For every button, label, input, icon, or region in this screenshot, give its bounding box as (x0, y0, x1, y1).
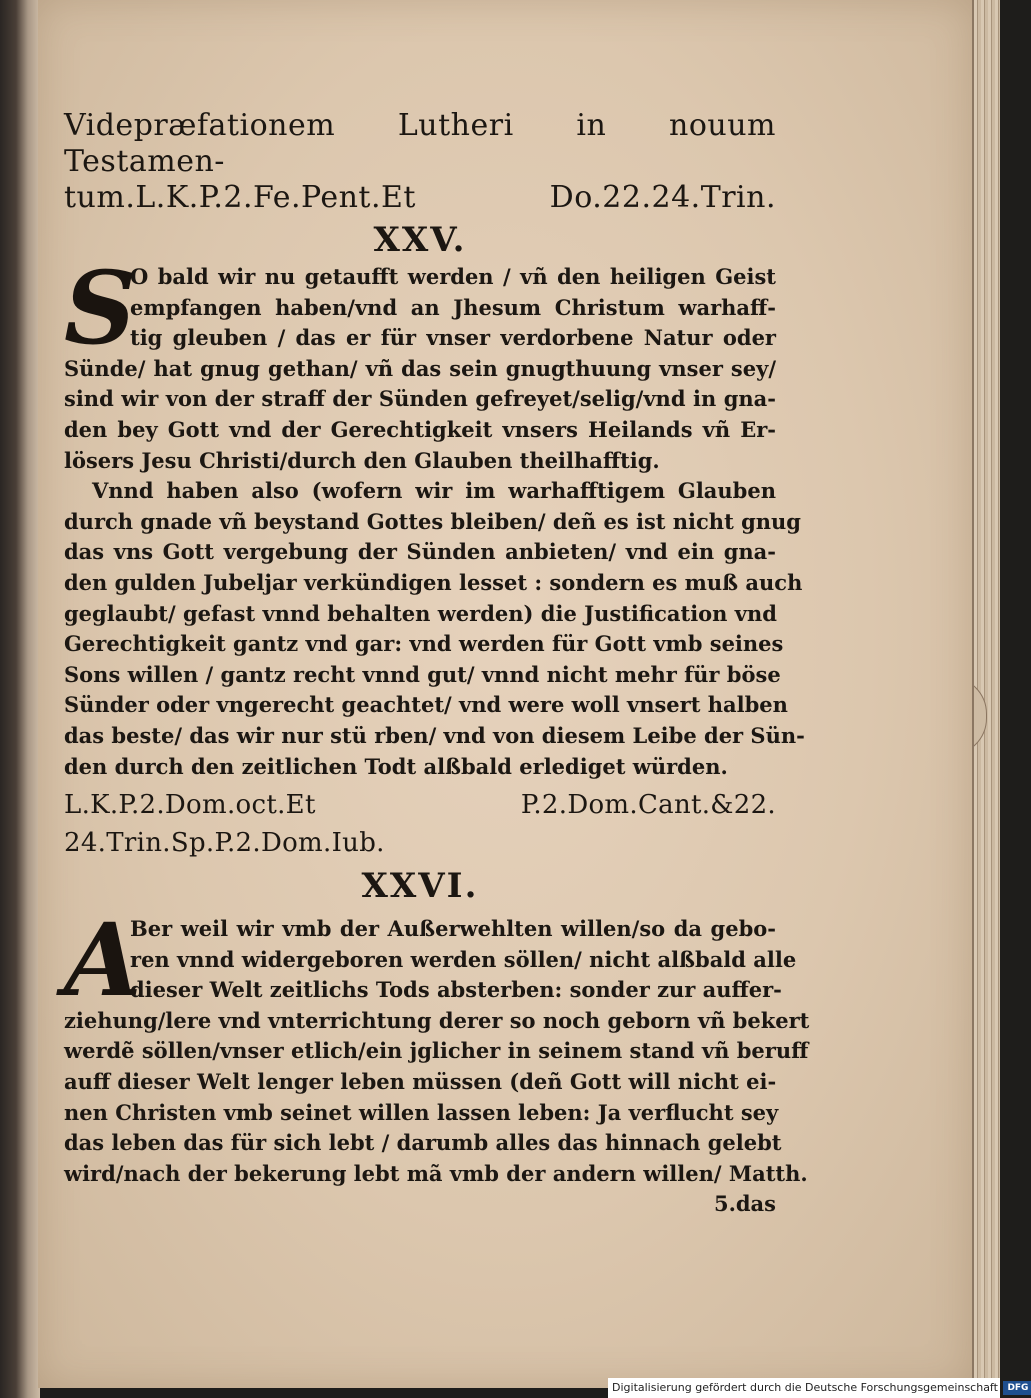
page-heading (64, 108, 776, 216)
paragraph (64, 249, 776, 476)
text-line: Vnnd haben also (wofern wir im warhafftigem Glauben (92, 478, 776, 504)
section-numeral: XXV. (373, 220, 467, 260)
paragraph (64, 476, 805, 782)
credit-text: Digitalisierung gefördert durch die Deutsche Forschungsgemeinschaft (612, 1381, 998, 1394)
reference-line: 24.Trin.Sp.P.2.Dom.Iub. (64, 828, 385, 859)
drop-cap: A (64, 901, 142, 1020)
dfg-logo: DFG (1003, 1381, 1031, 1395)
text-line: sind wir von der straff der Sünden gefreyet/selig/vnd in gna- (64, 386, 776, 412)
text-line: werdẽ söllen/vnser etlich/ein jglicher in seinem stand vñ beruff (64, 1038, 809, 1064)
paragraph (64, 901, 810, 1189)
text-line: dieser Welt zeitlichs Tods absterben: sonder zur auffer- (130, 977, 782, 1003)
text-line: Sünder oder vngerecht geachtet/ vnd were woll vnsert halben (64, 692, 788, 718)
reference-citation (64, 786, 776, 862)
drop-cap: S (64, 249, 137, 367)
reference-line: L.K.P.2.Dom.oct.Et P.2.Dom.Cant.&22. (64, 790, 776, 821)
text-line: das vns Gott vergebung der Sünden anbieten/ vnd ein gna- (64, 539, 776, 565)
text-line: nen Christen vmb seinet willen lassen leben: Ja verflucht sey (64, 1099, 779, 1125)
text-line: wird/nach der bekerung lebt mã vmb der andern willen/ Matth. (64, 1160, 808, 1186)
text-line: tig gleuben / das er für vnser verdorbene Natur oder (130, 325, 776, 351)
section-numeral: XXVI. (361, 866, 479, 907)
text-line: Sünde/ hat gnug gethan/ vñ das sein gnugthuung vnser sey/ (64, 355, 776, 381)
text-line: Ber weil wir vmb der Außerwehlten willen/so da gebo- (130, 916, 776, 942)
catchword: 5.das (713, 1191, 776, 1217)
text-line: O bald wir nu getaufft werden / vñ den heiligen Geist (130, 264, 776, 289)
text-line: lösers Jesu Christi/durch den Glauben theilhafftig. (64, 447, 660, 473)
text-line: durch gnade vñ beystand Gottes bleiben/ deñ es ist nicht gnug (64, 508, 801, 534)
text-line: empfangen haben/vnd an Jhesum Christum warhaff- (130, 294, 776, 320)
text-line: den gulden Jubeljar verkündigen lesset : sondern es muß auch (64, 569, 803, 595)
text-line: den bey Gott vnd der Gerechtigkeit vnsers Heilands vñ Er- (64, 416, 776, 442)
text-line: Sons willen / gantz recht vnnd gut/ vnnd nicht mehr für böse (64, 661, 781, 687)
text-line: ziehung/lere vnd vnterrichtung derer so noch geborn vñ bekert (64, 1007, 810, 1033)
text-line: das beste/ das wir nur stü rben/ vnd von diesem Leibe der Sün- (64, 722, 805, 748)
text-line: das leben das für sich lebt / darumb alles das hinnach gelebt (64, 1130, 782, 1156)
digitization-credit (608, 1378, 1029, 1398)
text-line: den durch den zeitlichen Todt alßbald erlediget würden. (64, 753, 728, 779)
text-line: ren vnnd widergeboren werden söllen/ nicht alßbald alle (130, 946, 797, 972)
page-text (64, 108, 810, 1219)
text-line: geglaubt/ gefast vnnd behalten werden) die Justification vnd (64, 600, 777, 626)
heading-line: tum.L.K.P.2.Fe.Pent.Et Do.22.24.Trin. (64, 180, 776, 215)
text-line: Gerechtigkeit gantz vnd gar: vnd werden für Gott vmb seines (64, 631, 784, 657)
text-line: auff dieser Welt lenger leben müssen (deñ Gott will nicht ei- (64, 1069, 777, 1095)
book-binding (0, 0, 40, 1398)
heading-line: Videpræfationem Lutheri in nouum Testamen- (64, 108, 776, 179)
